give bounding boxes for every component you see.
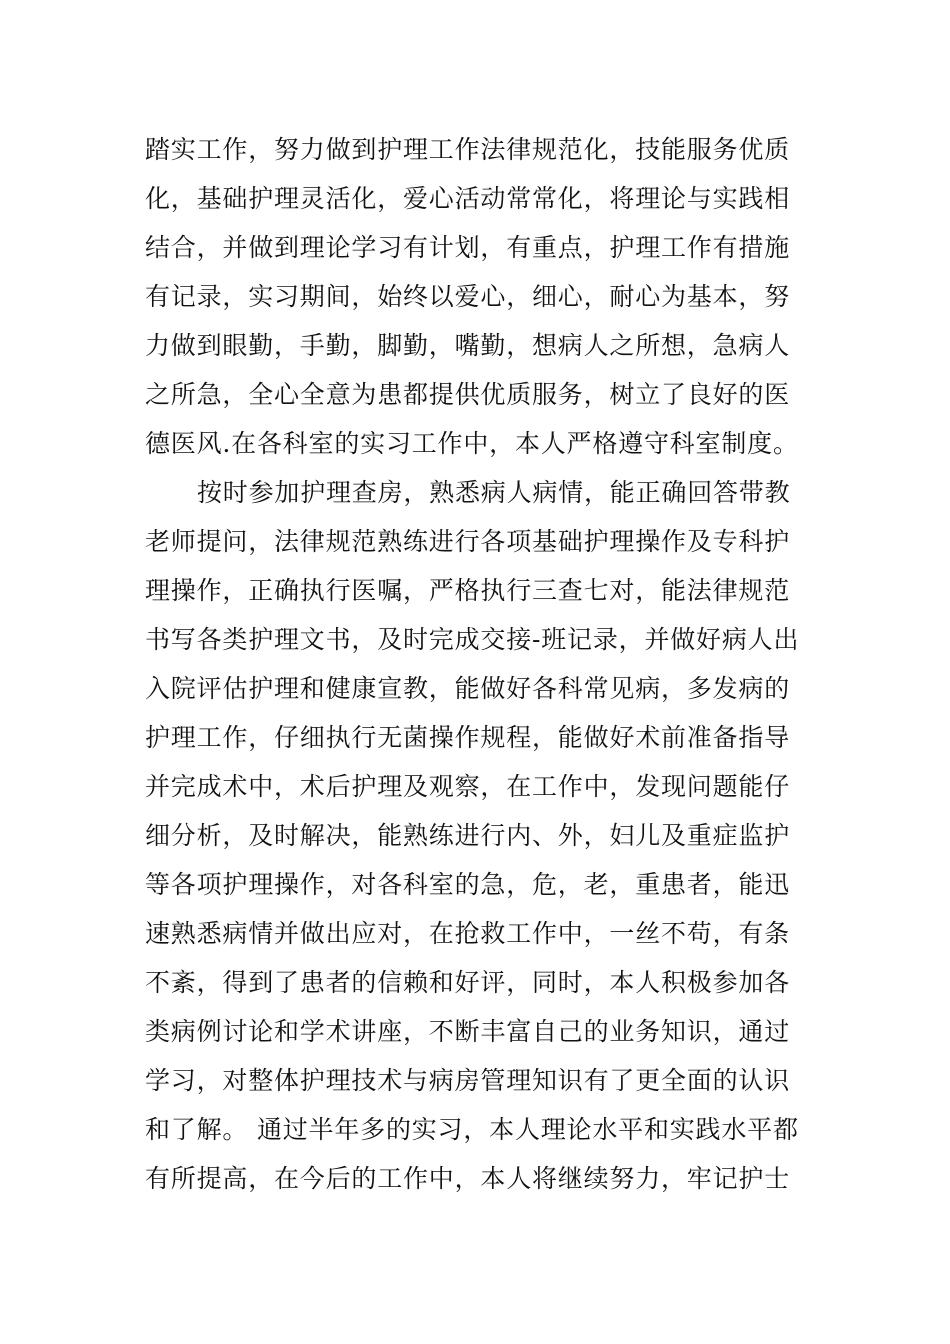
text-line: 结合，并做到理论学习有计划，有重点，护理工作有措施 — [145, 233, 791, 262]
text-line: 和了解。 通过半年多的实习，本人理论水平和实践水平都 — [145, 1115, 799, 1144]
text-line: 老师提问，法律规范熟练进行各项基础护理操作及专科护 — [145, 527, 791, 556]
text-line: 等各项护理操作，对各科室的急，危，老，重患者，能迅 — [145, 870, 791, 899]
text-line: 按时参加护理查房，熟悉病人病情，能正确回答带教 — [197, 478, 791, 507]
text-line: 化，基础护理灵活化，爱心活动常常化，将理论与实践相 — [145, 184, 791, 213]
text-line: 护理工作，仔细执行无菌操作规程，能做好术前准备指导 — [145, 723, 791, 752]
text-line: 理操作，正确执行医嘱，严格执行三查七对，能法律规范 — [145, 576, 791, 605]
text-line: 有所提高，在今后的工作中，本人将继续努力，牢记护士 — [145, 1164, 791, 1193]
paragraph-1 — [145, 125, 811, 468]
text-line: 学习，对整体护理技术与病房管理知识有了更全面的认识 — [145, 1066, 791, 1095]
paragraph-2 — [145, 468, 811, 1203]
text-line: 有记录，实习期间，始终以爱心，细心，耐心为基本，努 — [145, 282, 791, 311]
text-line: 入院评估护理和健康宣教，能做好各科常见病，多发病的 — [145, 674, 791, 703]
text-line: 书写各类护理文书，及时完成交接-班记录，并做好病人出 — [145, 625, 800, 654]
text-line: 并完成术中，术后护理及观察，在工作中，发现问题能仔 — [145, 772, 791, 801]
text-line: 踏实工作，努力做到护理工作法律规范化，技能服务优质 — [145, 135, 791, 164]
text-line: 德医风.在各科室的实习工作中，本人严格遵守科室制度。 — [145, 429, 799, 458]
text-line: 细分析，及时解决，能熟练进行内、外，妇儿及重症监护 — [145, 821, 791, 850]
text-line: 速熟悉病情并做出应对，在抢救工作中，一丝不苟，有条 — [145, 919, 791, 948]
text-line: 不紊，得到了患者的信赖和好评，同时，本人积极参加各 — [145, 968, 791, 997]
text-line: 之所急，全心全意为患都提供优质服务，树立了良好的医 — [145, 380, 791, 409]
text-line: 力做到眼勤，手勤，脚勤，嘴勤，想病人之所想，急病人 — [145, 331, 791, 360]
text-line: 类病例讨论和学术讲座，不断丰富自己的业务知识，通过 — [145, 1017, 791, 1046]
